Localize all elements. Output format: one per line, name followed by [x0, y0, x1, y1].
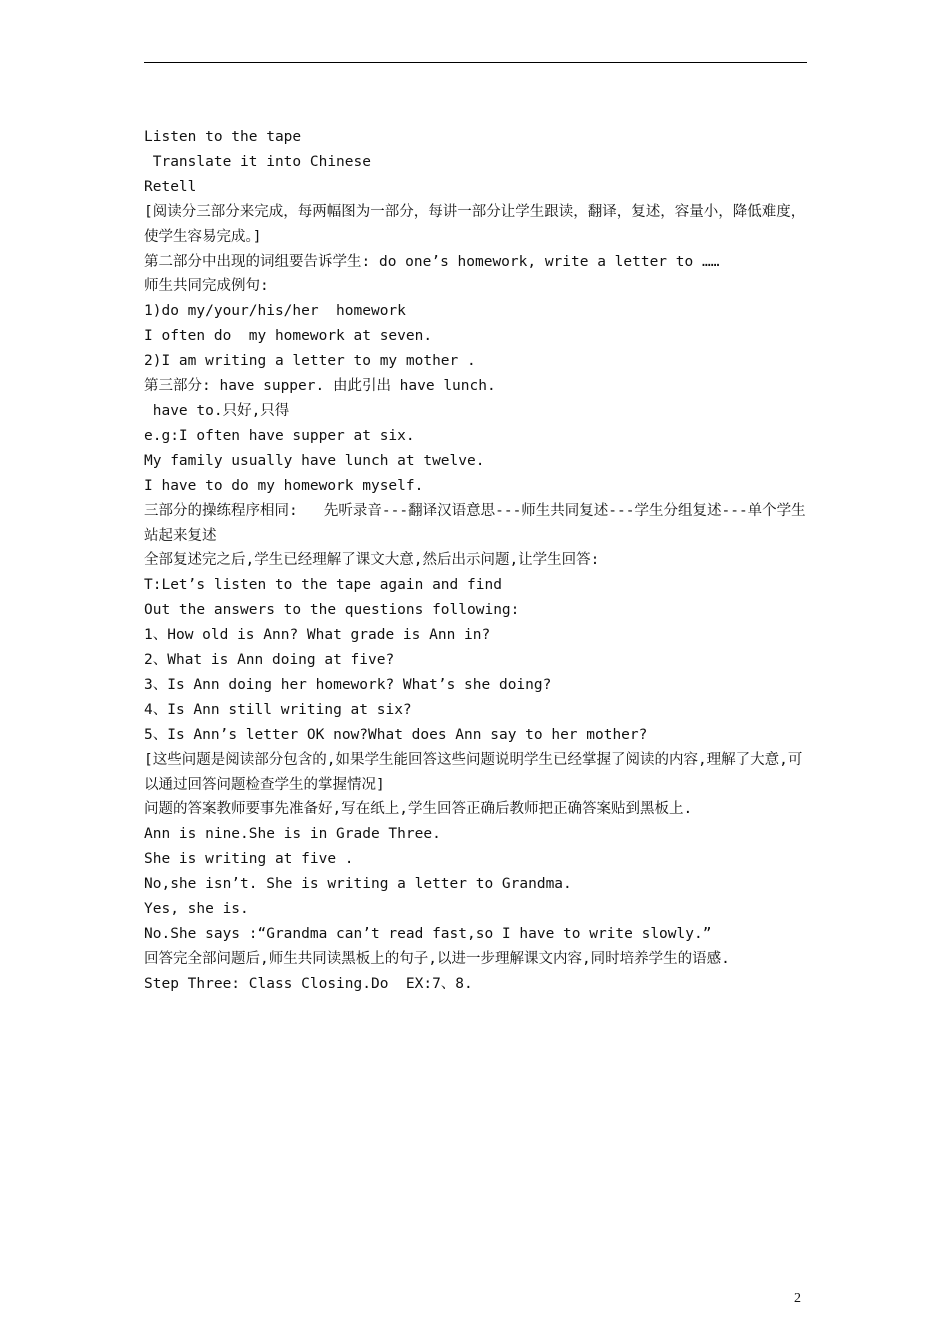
- text-line: Step Three: Class Closing.Do EX:7、8.: [144, 975, 473, 992]
- answer-line: No,she isn’t. She is writing a letter to Grandma.: [144, 876, 572, 893]
- page-number: 2: [794, 1291, 801, 1306]
- answer-line: Yes, she is.: [144, 901, 249, 918]
- text-line: 2)I am writing a letter to my mother .: [144, 353, 476, 370]
- text-line: [这些问题是阅读部分包含的,如果学生能回答这些问题说明学生已经掌握了阅读的内容,理解了大意,可以通过回答问题检查学生的掌握情况]: [144, 751, 803, 793]
- text-line: Listen to the tape: [144, 129, 302, 145]
- text-line: 第二部分中出现的词组要告诉学生: do one’s homework, write a letter to ……: [144, 253, 720, 270]
- text-line: 全部复述完之后,学生已经理解了课文大意,然后出示问题,让学生回答:: [144, 552, 600, 569]
- header-rule: [144, 62, 807, 63]
- text-line: 师生共同完成例句:: [144, 278, 269, 295]
- text-line: Out the answers to the questions following:: [144, 602, 520, 619]
- text-line: [阅读分三部分来完成，每两幅图为一部分，每讲一部分让学生跟读，翻译，复述，容量小，降低难度，使学生容易完成。]: [144, 203, 806, 245]
- text-line: 问题的答案教师要事先准备好,写在纸上,学生回答正确后教师把正确答案贴到黑板上.: [144, 801, 693, 818]
- answer-line: She is writing at five .: [144, 851, 354, 868]
- text-line: I have to do my homework myself.: [144, 477, 424, 494]
- question-line: 5、Is Ann’s letter OK now?What does Ann say to her mother?: [144, 726, 648, 743]
- text-line: 1)do my/your/his/her homework: [144, 303, 406, 320]
- text-line: e.g:I often have supper at six.: [144, 427, 415, 444]
- text-line: 回答完全部问题后,师生共同读黑板上的句子,以进一步理解课文内容,同时培养学生的语感.: [144, 950, 730, 967]
- document-body: [144, 125, 810, 997]
- text-line: have to.只好,只得: [144, 402, 290, 419]
- question-line: 1、How old is Ann? What grade is Ann in?: [144, 627, 491, 644]
- text-line: My family usually have lunch at twelve.: [144, 452, 485, 469]
- text-line: Translate it into Chinese: [144, 153, 371, 170]
- answer-line: No.She says :“Grandma can’t read fast,so I have to write slowly.”: [144, 926, 712, 942]
- text-line: I often do my homework at seven.: [144, 328, 433, 345]
- text-line: Retell: [144, 178, 197, 195]
- text-line: T:Let’s listen to the tape again and find: [144, 577, 502, 594]
- question-line: 4、Is Ann still writing at six?: [144, 701, 412, 718]
- answer-line: Ann is nine.She is in Grade Three.: [144, 826, 441, 843]
- question-line: 3、Is Ann doing her homework? What’s she doing?: [144, 676, 552, 693]
- question-line: 2、What is Ann doing at five?: [144, 652, 395, 669]
- text-line: 三部分的操练程序相同: 先听录音---翻译汉语意思---师生共同复述---学生分组复述---单个学生站起来复述: [144, 502, 806, 544]
- text-line: 第三部分: have supper. 由此引出 have lunch.: [144, 378, 496, 395]
